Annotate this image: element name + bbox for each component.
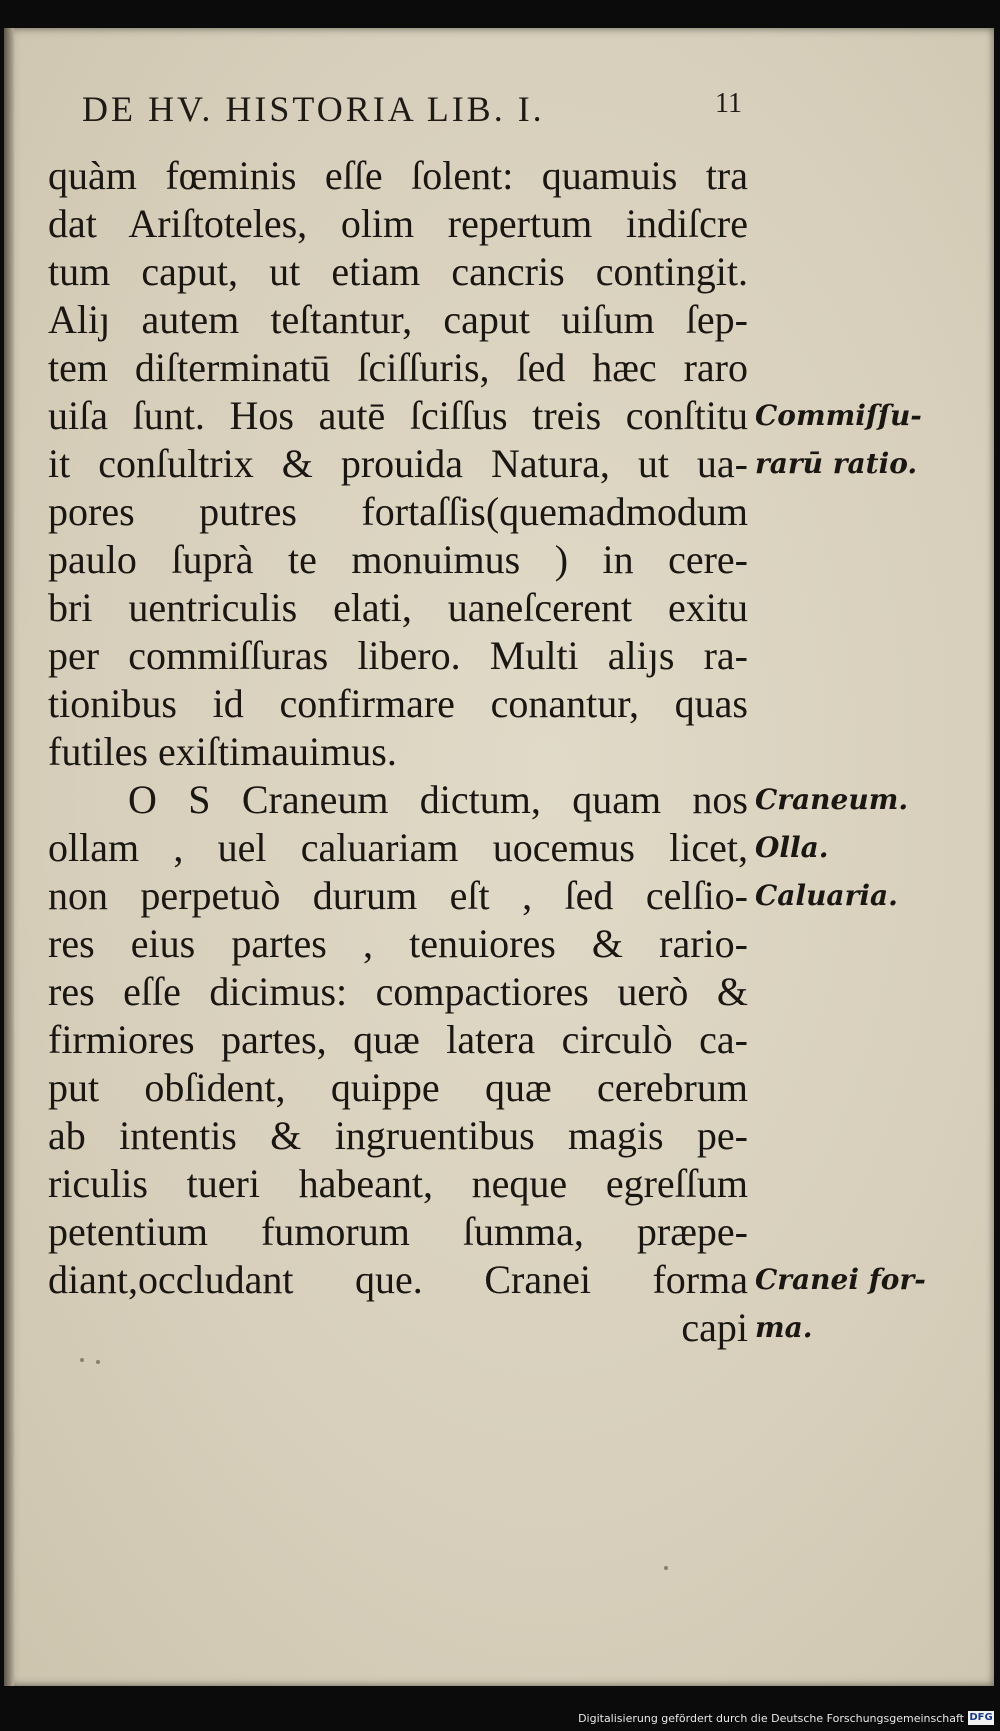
text-line: futiles exiſtimauimus. [48,729,397,774]
text-line: diant,occludant que. Cranei forma [48,1257,748,1302]
text-line: res eſſe dicimus: compactiores uerò & [48,969,748,1014]
text-line: bri uentriculis elati, uaneſcerent exitu [48,585,748,630]
text-line: uiſa ſunt. Hos autē ſciſſus treis conſtitu [48,393,748,438]
text-line: ollam , uel caluariam uocemus licet, [48,825,748,870]
text-line: tem diſterminatū ſciſſuris, ſed hæc raro [48,345,748,390]
text-line: pores putres fortaſſis(quemadmodum [48,489,748,534]
running-head [82,88,742,140]
digitization-credit: Digitalisierung gefördert durch die Deutsche Forschungsgemeinschaft [578,1712,964,1725]
text-line: Aliȷ autem teſtantur, caput uiſum ſep- [48,297,748,342]
marginal-note-line: Caluaria. [755,879,898,912]
catchword: capi [681,1305,748,1350]
paper-speck [664,1566,668,1570]
marginal-note-craneum [755,776,955,920]
page-gutter-shadow [4,28,14,1686]
marginal-note-line: rarū ratio. [755,447,918,480]
marginal-note-line: Craneum. [755,783,909,816]
text-line: res eius partes , tenuiores & rario- [48,921,748,966]
text-line: ab intentis & ingruentibus magis pe- [48,1113,748,1158]
main-text-block [48,152,748,1352]
marginal-note-line: Cranei for- [755,1263,926,1296]
text-line: paulo ſuprà te monuimus ) in cere- [48,537,748,582]
text-line: quàm fœminis eſſe ſolent: quamuis tra [48,153,748,198]
dfg-logo-icon: DFG [969,1712,993,1723]
text-line: petentium fumorum ſumma, præpe- [48,1209,748,1254]
text-line: tum caput, ut etiam cancris contingit. [48,249,748,294]
text-line: O S Craneum dictum, quam nos [128,777,748,822]
marginal-note-line: Commiſſu- [755,399,922,432]
marginal-note-line: ma. [755,1311,813,1344]
text-line: per commiſſuras libero. Multi aliȷs ra- [48,633,748,678]
text-line: it conſultrix & prouida Natura, ut ua- [48,441,748,486]
text-line: dat Ariſtoteles, olim repertum indiſcre [48,201,748,246]
marginal-note-cranei-forma [755,1256,955,1352]
text-line: tionibus id confirmare conantur, quas [48,681,748,726]
marginal-note-line: Olla. [755,831,829,864]
marginal-note-commissurae [755,392,955,488]
page-number: 11 [715,88,742,119]
text-line: non perpetuò durum eſt , ſed celſio- [48,873,748,918]
text-line: riculis tueri habeant, neque egreſſum [48,1161,748,1206]
text-line: put obſident, quippe quæ cerebrum [48,1065,748,1110]
text-line: firmiores partes, quæ latera circulò ca- [48,1017,748,1062]
running-head-title: DE HV. HISTORIA LIB. I. [82,89,545,129]
paper-speck [80,1358,84,1362]
paper-speck [96,1360,100,1364]
